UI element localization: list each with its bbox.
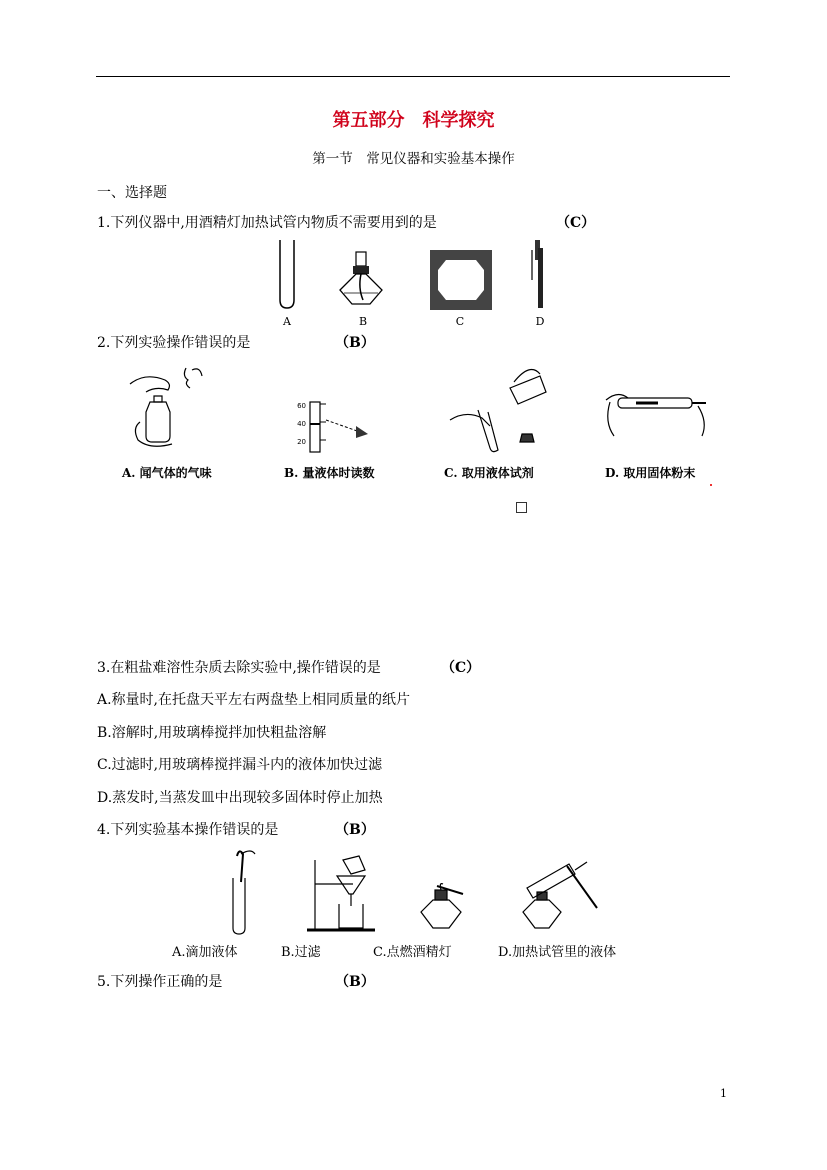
test-tube-holder-icon (532, 240, 543, 308)
header-rule (96, 76, 730, 77)
question-3-answer: （C） (441, 660, 481, 676)
dropper-illustration (233, 851, 255, 934)
cylinder-tick-20: 20 (297, 438, 306, 446)
alcohol-lamp-icon (340, 252, 382, 304)
q4-caption-a: A.滴加液体 (172, 945, 238, 960)
stray-mark (710, 484, 712, 486)
question-5-answer: （B） (335, 974, 375, 990)
figure-label-a: A (283, 315, 291, 328)
question-2-stem: 2.下列实验操作错误的是 (97, 335, 251, 351)
cylinder-tick-60: 60 (297, 402, 306, 410)
measuring-cylinder-illustration (297, 402, 368, 452)
question-3-option-d: D.蒸发时,当蒸发皿中出现较多固体时停止加热 (97, 790, 383, 806)
section-label: 一、选择题 (97, 185, 167, 201)
q2-caption-a: A. 闻气体的气味 (122, 466, 212, 480)
question-3-option-a: A.称量时,在托盘天平左右两盘垫上相同质量的纸片 (97, 692, 411, 708)
figure-label-b: B (358, 315, 368, 328)
q4-caption-b: B.过滤 (281, 945, 321, 960)
question-1-stem: 1.下列仪器中,用酒精灯加热试管内物质不需要用到的是 (97, 215, 437, 231)
figure-label-d: D (535, 315, 545, 328)
question-4-figures (215, 842, 615, 936)
section-title: 第一节 常见仪器和实验基本操作 (312, 151, 515, 167)
q4-caption-d: D.加热试管里的液体 (498, 945, 617, 960)
q4-caption-c: C.点燃酒精灯 (373, 945, 452, 960)
question-3-option-b: B.溶解时,用玻璃棒搅拌加快粗盐溶解 (97, 725, 327, 741)
q2-caption-b: B. 量液体时读数 (284, 466, 375, 480)
cylinder-tick-40: 40 (297, 420, 306, 428)
filtration-illustration (307, 856, 375, 930)
question-5-stem: 5.下列操作正确的是 (97, 974, 223, 990)
smelling-gas-illustration (130, 368, 202, 446)
solid-powder-illustration (606, 394, 706, 436)
question-1-figure (270, 238, 560, 328)
question-2-figures (110, 362, 730, 452)
part-title: 第五部分 科学探究 (332, 110, 495, 131)
q2-caption-d: D. 取用固体粉末 (605, 466, 696, 480)
heating-tube-illustration (523, 862, 597, 928)
question-3-stem: 3.在粗盐难溶性杂质去除实验中,操作错误的是 (97, 660, 381, 676)
test-tube-icon (280, 240, 294, 308)
page-number: 1 (720, 1087, 727, 1100)
checkbox[interactable] (516, 502, 527, 513)
question-2-answer: （B） (335, 335, 375, 351)
q2-caption-c: C. 取用液体试剂 (444, 466, 534, 480)
question-1-answer: （C） (556, 215, 596, 231)
question-4-stem: 4.下列实验基本操作错误的是 (97, 822, 279, 838)
figure-label-c: C (455, 315, 465, 328)
pouring-liquid-illustration (450, 370, 546, 452)
question-4-answer: （B） (335, 822, 375, 838)
question-3-option-c: C.过滤时,用玻璃棒搅拌漏斗内的液体加快过滤 (97, 757, 383, 773)
lighting-lamp-illustration (421, 884, 463, 928)
wire-gauze-icon (430, 250, 492, 310)
